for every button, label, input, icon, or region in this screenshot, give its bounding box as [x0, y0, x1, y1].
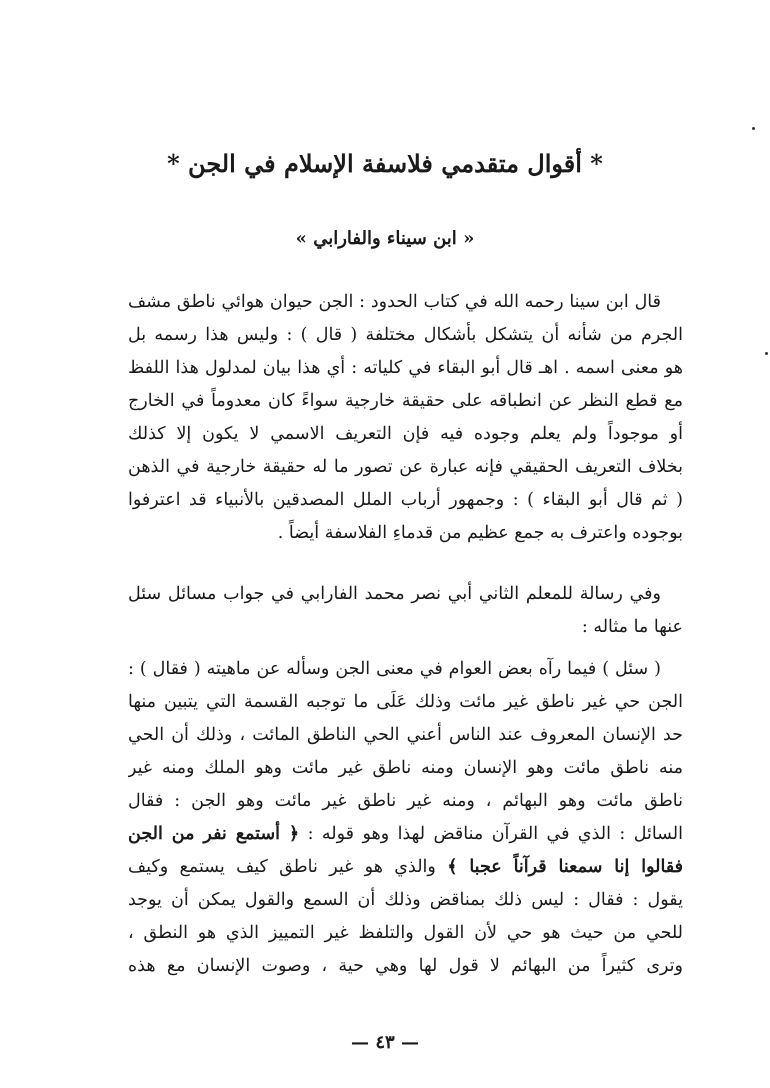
text-line: ( ثم قال أبو البقاء ) : وجمهور أرباب الملل المصدقين بالأنبياء قد اعترفوا — [128, 490, 683, 510]
text-line: يقول : فقال : ليس ذلك بمناقض وذلك أن السمع والقول يمكن أن يوجد — [128, 890, 683, 910]
text-line: مع قطع النظر عن انطباقه على حقيقة خارجية سواءً كان معدوماً في الخارج — [128, 391, 683, 411]
text-line: الجن حي غير ناطق غير مائت وذلك عَلَى ما توجبه القسمة التي يتبين منها — [128, 692, 683, 712]
quran-verse-part2: فقالوا إنا سمعنا قرآناً عجبا ﴾ — [447, 857, 683, 877]
quran-verse-part1: ﴿ أستمع نفر من الجن — [128, 824, 300, 844]
text-line: منه ناطق مائت وهو الإنسان ومنه ناطق غير مائت وهو الملك ومنه غير — [128, 758, 683, 778]
text-line: ( سئل ) فيما رآه بعض العوام في معنى الجن وسأله عن ماهيته ( فقال ) : — [128, 659, 661, 679]
scan-speck — [752, 127, 755, 130]
text-line: عنها ما مثاله : — [581, 617, 683, 637]
scan-speck — [765, 352, 768, 355]
text-line: ناطق مائت وهو البهائم ، ومنه غير ناطق غير مائت وهو الجن : فقال — [128, 791, 683, 811]
text-line-quran-end — [128, 851, 683, 884]
paragraph-farabi-answer — [128, 653, 683, 983]
text-line-quran-start — [128, 818, 683, 851]
text-line: وفي رسالة للمعلم الثاني أبي نصر محمد الفارابي في جواب مسائل سئل — [128, 584, 661, 604]
page-number: — ٤٣ — — [351, 1032, 419, 1053]
text-line: وترى كثيراً من البهائم لا قول لها وهي حية ، وصوت الإنسان مع هذه — [128, 956, 683, 976]
text-line: هو معنى اسمه . اهـ قال أبو البقاء في كلياته : أي هذا بيان لمدلول هذا اللفظ — [128, 358, 683, 378]
text-line: بخلاف التعريف الحقيقي فإنه عبارة عن تصور ما له حقيقة خارجية في الذهن — [128, 457, 683, 477]
paragraph-ibn-sina — [128, 286, 683, 550]
text-line: بوجوده واعترف به جمع عظيم من قدماءِ الفلاسفة أيضاً . — [277, 523, 683, 543]
text-segment: السائل : الذي في القرآن مناقض لهذا وهو قوله : — [299, 824, 683, 844]
text-line: أو موجوداً ولم يعلم وجوده فيه فإن التعريف الاسمي لا يكون إلا كذلك — [128, 424, 683, 444]
paragraph-farabi-intro — [128, 578, 683, 644]
section-subtitle: « ابن سيناء والفارابي » — [295, 228, 475, 249]
text-line: حد الإنسان المعروف عند الناس أعني الحي الناطق المائت ، وذلك أن الحي — [128, 725, 683, 745]
page-title: * أقوال متقدمي فلاسفة الإسلام في الجن * — [167, 149, 603, 178]
text-line: الجرم من شأنه أن يتشكل بأشكال مختلفة ( قال ) : وليس هذا رسمه بل — [128, 325, 683, 345]
text-line: للحي من حيث هو حي لأن القول والتلفظ غير التمييز الذي هو النطق ، — [128, 923, 683, 943]
text-line: قال ابن سينا رحمه الله في كتاب الحدود : الجن حيوان هوائي ناطق مشف — [128, 292, 661, 312]
text-segment: والذي هو غير ناطق كيف يستمع وكيف — [128, 857, 448, 877]
